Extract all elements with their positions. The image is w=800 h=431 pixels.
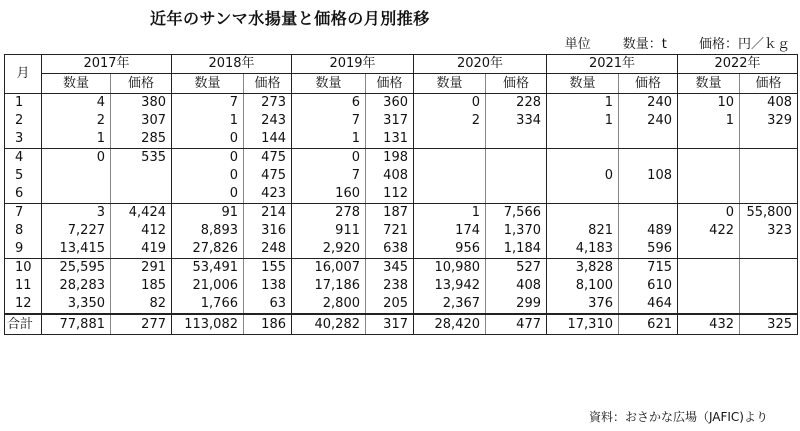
qty-cell [678, 185, 740, 204]
price-cell: 55,800 [740, 204, 798, 223]
price-cell [740, 277, 798, 295]
qty-cell: 3,828 [547, 259, 619, 278]
qty-cell [414, 130, 486, 149]
qty-cell [678, 277, 740, 295]
price-cell: 243 [244, 112, 292, 130]
table-row [5, 149, 798, 168]
qty-cell: 821 [547, 222, 619, 240]
total-qty-cell: 28,420 [414, 314, 486, 335]
qty-cell: 3 [42, 204, 111, 223]
price-cell: 7,566 [486, 204, 547, 223]
price-cell: 380 [111, 94, 172, 113]
price-cell: 307 [111, 112, 172, 130]
qty-cell: 2,367 [414, 295, 486, 314]
price-cell: 334 [486, 112, 547, 130]
price-header: 価格 [244, 74, 292, 94]
table-row [5, 130, 798, 149]
price-cell: 63 [244, 295, 292, 314]
qty-cell: 1 [172, 112, 244, 130]
page-title: 近年のサンマ水揚量と価格の月別推移 [150, 9, 430, 28]
price-cell: 131 [366, 130, 414, 149]
price-cell: 638 [366, 240, 414, 259]
price-cell [740, 149, 798, 168]
price-cell: 291 [111, 259, 172, 278]
price-cell [740, 240, 798, 259]
year-header: 2022年 [678, 55, 798, 74]
qty-cell: 13,415 [42, 240, 111, 259]
total-qty-cell: 40,282 [292, 314, 366, 335]
price-cell: 82 [111, 295, 172, 314]
qty-cell: 8,893 [172, 222, 244, 240]
qty-cell: 0 [292, 149, 366, 168]
qty-cell: 0 [42, 149, 111, 168]
price-cell [111, 185, 172, 204]
price-cell: 475 [244, 167, 292, 185]
qty-cell: 1 [547, 94, 619, 113]
price-cell: 240 [619, 94, 678, 113]
qty-cell [678, 149, 740, 168]
qty-cell: 1 [292, 130, 366, 149]
price-cell: 610 [619, 277, 678, 295]
qty-cell: 28,283 [42, 277, 111, 295]
qty-cell: 2,800 [292, 295, 366, 314]
source-note: 資料：おさかな広場（JAFIC)より [588, 410, 768, 424]
price-cell: 323 [740, 222, 798, 240]
qty-cell: 27,826 [172, 240, 244, 259]
qty-cell: 278 [292, 204, 366, 223]
qty-cell [678, 259, 740, 278]
month-cell: 2 [5, 112, 42, 130]
qty-cell [678, 295, 740, 314]
price-cell [740, 295, 798, 314]
price-cell [740, 130, 798, 149]
qty-cell: 2,920 [292, 240, 366, 259]
qty-cell: 10,980 [414, 259, 486, 278]
total-qty-cell: 77,881 [42, 314, 111, 335]
qty-cell: 0 [172, 185, 244, 204]
price-cell: 285 [111, 130, 172, 149]
qty-cell: 376 [547, 295, 619, 314]
price-cell: 299 [486, 295, 547, 314]
price-cell [740, 185, 798, 204]
price-cell: 596 [619, 240, 678, 259]
table-row [5, 94, 798, 113]
month-cell: 6 [5, 185, 42, 204]
price-cell [486, 185, 547, 204]
table-row [5, 112, 798, 130]
total-qty-cell: 17,310 [547, 314, 619, 335]
qty-cell: 160 [292, 185, 366, 204]
qty-cell [414, 185, 486, 204]
qty-cell: 25,595 [42, 259, 111, 278]
month-cell: 3 [5, 130, 42, 149]
qty-cell: 8,100 [547, 277, 619, 295]
qty-cell: 6 [292, 94, 366, 113]
qty-cell: 1 [678, 112, 740, 130]
year-header: 2017年 [42, 55, 172, 74]
qty-cell [414, 167, 486, 185]
qty-cell: 10 [678, 94, 740, 113]
qty-cell: 7,227 [42, 222, 111, 240]
qty-cell: 1,766 [172, 295, 244, 314]
price-cell: 238 [366, 277, 414, 295]
month-cell: 9 [5, 240, 42, 259]
qty-cell: 1 [42, 130, 111, 149]
price-cell: 1,370 [486, 222, 547, 240]
qty-cell [678, 167, 740, 185]
table-row [5, 240, 798, 259]
price-cell: 273 [244, 94, 292, 113]
price-cell [619, 149, 678, 168]
price-cell: 228 [486, 94, 547, 113]
qty-cell: 7 [292, 112, 366, 130]
qty-cell: 0 [678, 204, 740, 223]
qty-cell [547, 185, 619, 204]
price-cell: 138 [244, 277, 292, 295]
price-header: 価格 [619, 74, 678, 94]
total-price-cell: 277 [111, 314, 172, 335]
price-cell: 408 [366, 167, 414, 185]
qty-header: 数量 [172, 74, 244, 94]
total-qty-cell: 113,082 [172, 314, 244, 335]
qty-cell [42, 185, 111, 204]
price-cell: 412 [111, 222, 172, 240]
qty-cell: 7 [292, 167, 366, 185]
qty-cell [678, 130, 740, 149]
price-cell: 187 [366, 204, 414, 223]
price-cell [486, 130, 547, 149]
price-cell: 108 [619, 167, 678, 185]
qty-cell: 422 [678, 222, 740, 240]
qty-cell [547, 130, 619, 149]
unit-legend [537, 33, 790, 52]
qty-cell: 7 [172, 94, 244, 113]
qty-cell: 0 [547, 167, 619, 185]
price-cell [740, 259, 798, 278]
qty-cell: 174 [414, 222, 486, 240]
qty-cell: 16,007 [292, 259, 366, 278]
price-cell: 317 [366, 112, 414, 130]
price-cell [619, 185, 678, 204]
qty-cell [42, 167, 111, 185]
price-cell: 360 [366, 94, 414, 113]
year-header: 2019年 [292, 55, 414, 74]
saury-catch-table [4, 54, 798, 335]
price-header: 価格 [111, 74, 172, 94]
month-header: 月 [5, 55, 42, 94]
price-cell: 464 [619, 295, 678, 314]
price-cell: 489 [619, 222, 678, 240]
qty-cell: 1 [547, 112, 619, 130]
qty-cell: 911 [292, 222, 366, 240]
price-cell [619, 130, 678, 149]
total-qty-cell: 432 [678, 314, 740, 335]
price-header: 価格 [740, 74, 798, 94]
year-header: 2020年 [414, 55, 547, 74]
qty-cell: 4,183 [547, 240, 619, 259]
month-cell: 4 [5, 149, 42, 168]
price-cell: 155 [244, 259, 292, 278]
qty-header: 数量 [42, 74, 111, 94]
price-cell: 715 [619, 259, 678, 278]
qty-cell: 0 [172, 167, 244, 185]
price-cell: 408 [740, 94, 798, 113]
total-label: 合計 [5, 314, 42, 335]
price-cell: 329 [740, 112, 798, 130]
price-cell: 419 [111, 240, 172, 259]
total-price-cell: 325 [740, 314, 798, 335]
price-cell [619, 204, 678, 223]
price-cell: 248 [244, 240, 292, 259]
price-header: 価格 [366, 74, 414, 94]
month-cell: 12 [5, 295, 42, 314]
table-row [5, 185, 798, 204]
qty-cell: 91 [172, 204, 244, 223]
price-cell: 423 [244, 185, 292, 204]
table-row [5, 167, 798, 185]
price-cell [486, 167, 547, 185]
qty-unit-label: 数量：t [622, 37, 667, 52]
price-cell: 527 [486, 259, 547, 278]
price-cell: 535 [111, 149, 172, 168]
price-cell: 316 [244, 222, 292, 240]
qty-cell: 956 [414, 240, 486, 259]
price-cell: 475 [244, 149, 292, 168]
qty-header: 数量 [414, 74, 486, 94]
qty-header: 数量 [547, 74, 619, 94]
qty-cell [678, 240, 740, 259]
month-cell: 5 [5, 167, 42, 185]
table-row [5, 259, 798, 278]
total-price-cell: 477 [486, 314, 547, 335]
qty-cell: 21,006 [172, 277, 244, 295]
year-header: 2021年 [547, 55, 678, 74]
qty-cell [414, 149, 486, 168]
month-cell: 1 [5, 94, 42, 113]
price-cell: 721 [366, 222, 414, 240]
price-cell: 214 [244, 204, 292, 223]
qty-cell: 17,186 [292, 277, 366, 295]
qty-cell: 0 [172, 130, 244, 149]
price-cell: 1,184 [486, 240, 547, 259]
price-cell: 112 [366, 185, 414, 204]
price-cell: 4,424 [111, 204, 172, 223]
qty-cell: 53,491 [172, 259, 244, 278]
price-cell [111, 167, 172, 185]
price-cell: 198 [366, 149, 414, 168]
total-price-cell: 317 [366, 314, 414, 335]
qty-cell: 2 [42, 112, 111, 130]
price-unit-label: 価格：円／ｋｇ [698, 37, 790, 52]
qty-cell [547, 149, 619, 168]
month-cell: 11 [5, 277, 42, 295]
price-cell: 205 [366, 295, 414, 314]
price-cell: 144 [244, 130, 292, 149]
table-row [5, 204, 798, 223]
qty-cell [547, 204, 619, 223]
total-row [5, 314, 798, 335]
table-row [5, 295, 798, 314]
table-row [5, 222, 798, 240]
price-header: 価格 [486, 74, 547, 94]
qty-cell: 2 [414, 112, 486, 130]
qty-cell: 1 [414, 204, 486, 223]
month-cell: 7 [5, 204, 42, 223]
price-cell: 240 [619, 112, 678, 130]
month-cell: 10 [5, 259, 42, 278]
price-cell [486, 149, 547, 168]
qty-cell: 3,350 [42, 295, 111, 314]
year-header: 2018年 [172, 55, 292, 74]
price-cell: 345 [366, 259, 414, 278]
month-cell: 8 [5, 222, 42, 240]
qty-cell: 0 [172, 149, 244, 168]
price-cell: 185 [111, 277, 172, 295]
qty-header: 数量 [292, 74, 366, 94]
qty-cell: 4 [42, 94, 111, 113]
qty-cell: 13,942 [414, 277, 486, 295]
total-price-cell: 186 [244, 314, 292, 335]
unit-label: 単位 [564, 37, 591, 52]
price-cell: 408 [486, 277, 547, 295]
table-row [5, 277, 798, 295]
total-price-cell: 621 [619, 314, 678, 335]
qty-header: 数量 [678, 74, 740, 94]
price-cell [740, 167, 798, 185]
qty-cell: 0 [414, 94, 486, 113]
